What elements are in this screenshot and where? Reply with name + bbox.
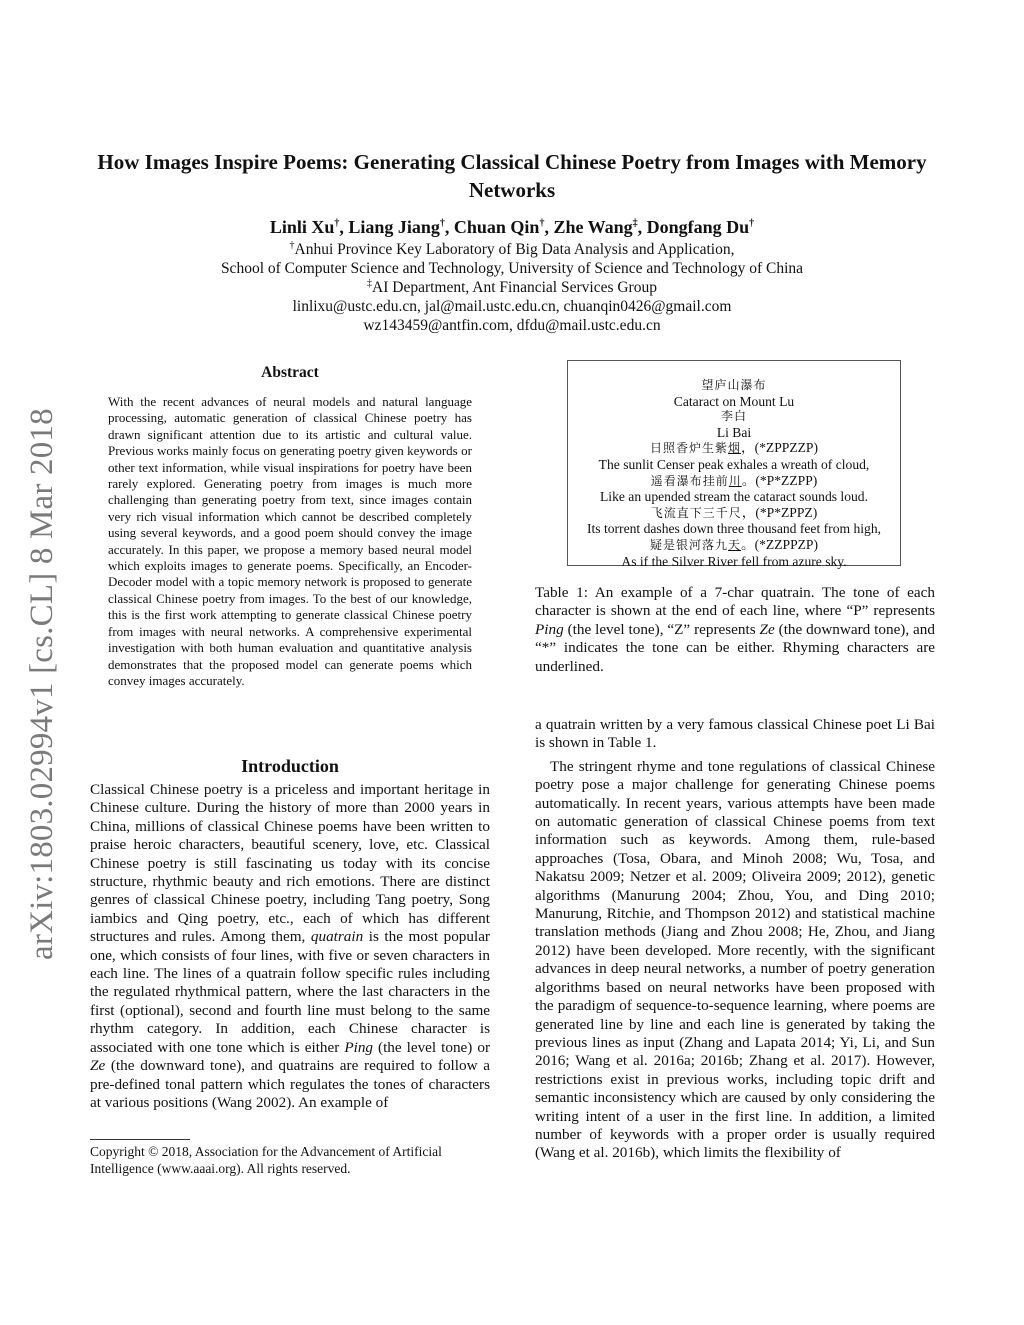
footnote-divider <box>90 1139 190 1140</box>
author-mark: † <box>749 218 755 229</box>
author-mark: † <box>439 218 445 229</box>
author-mark: † <box>334 218 340 229</box>
author-name: Dongfang Du <box>646 217 750 237</box>
affiliation-line: †Anhui Province Key Laboratory of Big Data Analysis and Application, <box>289 239 735 258</box>
rhyme-character: 天 <box>727 537 741 552</box>
poem-line-zh: 遥看瀑布挂前川。(*P*ZZPP) <box>650 472 818 488</box>
poem-author-zh: 李白 <box>720 409 747 424</box>
author-list: Linli Xu†, Liang Jiang†, Chuan Qin†, Zhe Wang‡, Dongfang Du† <box>269 217 755 237</box>
rhyme-character: 烟 <box>727 441 741 456</box>
affiliations <box>80 240 944 335</box>
right-column-text <box>535 716 935 1163</box>
copyright-footnote: Copyright © 2018, Association for the Advancement of Artificial Intelligence (www.aaai.org). All rights reserved. <box>90 1144 442 1176</box>
arxiv-stamp: arXiv:1803.02994v1 [cs.CL] 8 Mar 2018 <box>24 408 60 960</box>
author-mark: † <box>539 218 545 229</box>
author-name: Chuan Qin <box>453 217 540 237</box>
poem-title-zh: 望庐山瀑布 <box>701 378 767 392</box>
paper-title: How Images Inspire Poems: Generating Classical Chinese Poetry from Images with Memory Networks <box>97 150 927 202</box>
rhyme-character: 川 <box>728 473 742 488</box>
poem-line-en: Like an upended stream the cataract sounds loud. <box>599 489 868 505</box>
table-1-poem-box <box>567 360 901 569</box>
emphasis: quatrain <box>310 928 364 946</box>
affiliation-mark: ‡ <box>367 277 373 289</box>
author-name: Liang Jiang <box>348 217 440 237</box>
poem-author-en: Li Bai <box>716 424 752 440</box>
email-line: linlixu@ustc.edu.cn, jal@mail.ustc.edu.cn, chuanqin0426@gmail.com <box>292 298 732 315</box>
emphasis: Ping <box>344 1038 374 1056</box>
affiliation-line: ‡AI Department, Ant Financial Services Group <box>367 277 657 296</box>
emphasis: Ping <box>535 620 564 638</box>
poem-title-en: Cataract on Mount Lu <box>673 393 795 409</box>
emphasis: Ze <box>759 620 775 638</box>
abstract-heading: Abstract <box>261 364 319 381</box>
email-line: wz143459@antfin.com, dfdu@mail.ustc.edu.cn <box>363 317 661 334</box>
author-mark: ‡ <box>632 218 638 229</box>
introduction-text: Classical Chinese poetry is a priceless and important heritage in Chinese culture. During the history of more than 2000 years in China, millions of classical Chinese poems have been written to praise heroic characters, beautiful scenery, love, etc. Classical Chinese poetry is still fascinating us today with its concise structure, rhythmic beauty and rich emotions. There are distinct genres of classical Chinese poetry, including Tang poetry, Song iambics and Qing poetry, etc., each of which has different structures and rules. Among them, quatrain is the most popular one, which consists of four lines, with five or seven characters in each line. The lines of a quatrain follow specific rules including the regulated rhythmical pattern, where the last characters in the first (optional), second and fourth line must belong to the same rhythm category. In addition, each Chinese character is associated with one tone which is either Ping (the level tone) or Ze (the downward tone), and quatrains are required to follow a pre-defined tonal pattern which regulates the tones of characters at various positions (Wang 2002). An example of <box>90 781 491 1111</box>
emphasis: Ze <box>90 1057 106 1075</box>
paragraph: a quatrain written by a very famous classical Chinese poet Li Bai is shown in Table 1. <box>535 716 935 752</box>
poem-line-en: Its torrent dashes down three thousand feet from high, <box>586 521 882 537</box>
author-name: Linli Xu <box>269 217 335 237</box>
poem-line-zh: 飞流直下三千尺，(*P*ZPPZ) <box>650 504 818 520</box>
table-1-caption: Table 1: An example of a 7-char quatrain. The tone of each character is shown at the end of each line, where “P” represents Ping (the level tone), “Z” represents Ze (the downward tone), and “*” indicates the tone can be either. Rhyming characters are underlined. <box>535 584 935 675</box>
poem-line-zh: 日照香炉生紫烟，(*ZPPZZP) <box>649 440 819 456</box>
introduction-heading: Introduction <box>241 756 339 776</box>
abstract-text: With the recent advances of neural models and natural language processing, automatic generation of classical Chinese poetry has drawn significant attention due to its artistic and cultural value. Previous works mainly focus on generating poetry given keywords or other text information, while visual inspirations for poetry have been rarely explored. Generating poetry from images is much more challenging than generating poetry from text, since images contain very rich visual information which cannot be described completely using several keywords, and a good poem should convey the image accurately. In this paper, we propose a memory based neural model which exploits images to generate poems. Specifically, an Encoder-Decoder model with a topic memory network is proposed to generate classical Chinese poetry from images. To the best of our knowledge, this is the first work attempting to generate classical Chinese poetry from images with neural networks. A comprehensive experimental investigation with both human evaluation and quantitative analysis demonstrates that the proposed model can generate poems which convey images accurately. <box>108 394 472 688</box>
poem-line-en: The sunlit Censer peak exhales a wreath of cloud, <box>598 456 870 472</box>
poem-line-zh: 疑是银河落九天。(*ZZPPZP) <box>649 536 819 552</box>
paragraph: The stringent rhyme and tone regulations of classical Chinese poetry pose a major challenge for generating Chinese poems automatically. In recent years, various attempts have been made on automatic generation of classical Chinese poems from text information such as keywords. Among them, rule-based approaches (Tosa, Obara, and Minoh 2008; Wu, Tosa, and Nakatsu 2009; Netzer et al. 2009; Oliveira 2009; 2012), genetic algorithms (Manurung 2004; Zhou, You, and Ding 2010; Manurung, Ritchie, and Thompson 2012) and statistical machine translation methods (Jiang and Zhou 2008; He, Zhou, and Jiang 2012) have been developed. More recently, with the significant advances in deep neural networks, a number of poetry generation algorithms based on neural networks have been proposed with the paradigm of sequence-to-sequence learning, where poems are generated line by line and each line is generated by taking the previous lines as input (Zhang and Lapata 2014; Yi, Li, and Sun 2016; Wang et al. 2016a; 2016b; Zhang et al. 2017). However, restrictions exist in previous works, including topic drift and semantic inconsistency which are caused by only considering the writing intent of a user in the first line. In addition, a limited number of keywords with a proper order is usually required (Wang et al. 2016b), which limits the flexibility of <box>535 757 935 1162</box>
affiliation-line: School of Computer Science and Technology, University of Science and Technology of China <box>220 260 804 277</box>
author-name: Zhe Wang <box>553 217 633 237</box>
affiliation-mark: † <box>289 239 295 251</box>
poem-lines <box>568 378 900 569</box>
poem-line-en: As if the Silver River fell from azure sky. <box>621 553 847 569</box>
